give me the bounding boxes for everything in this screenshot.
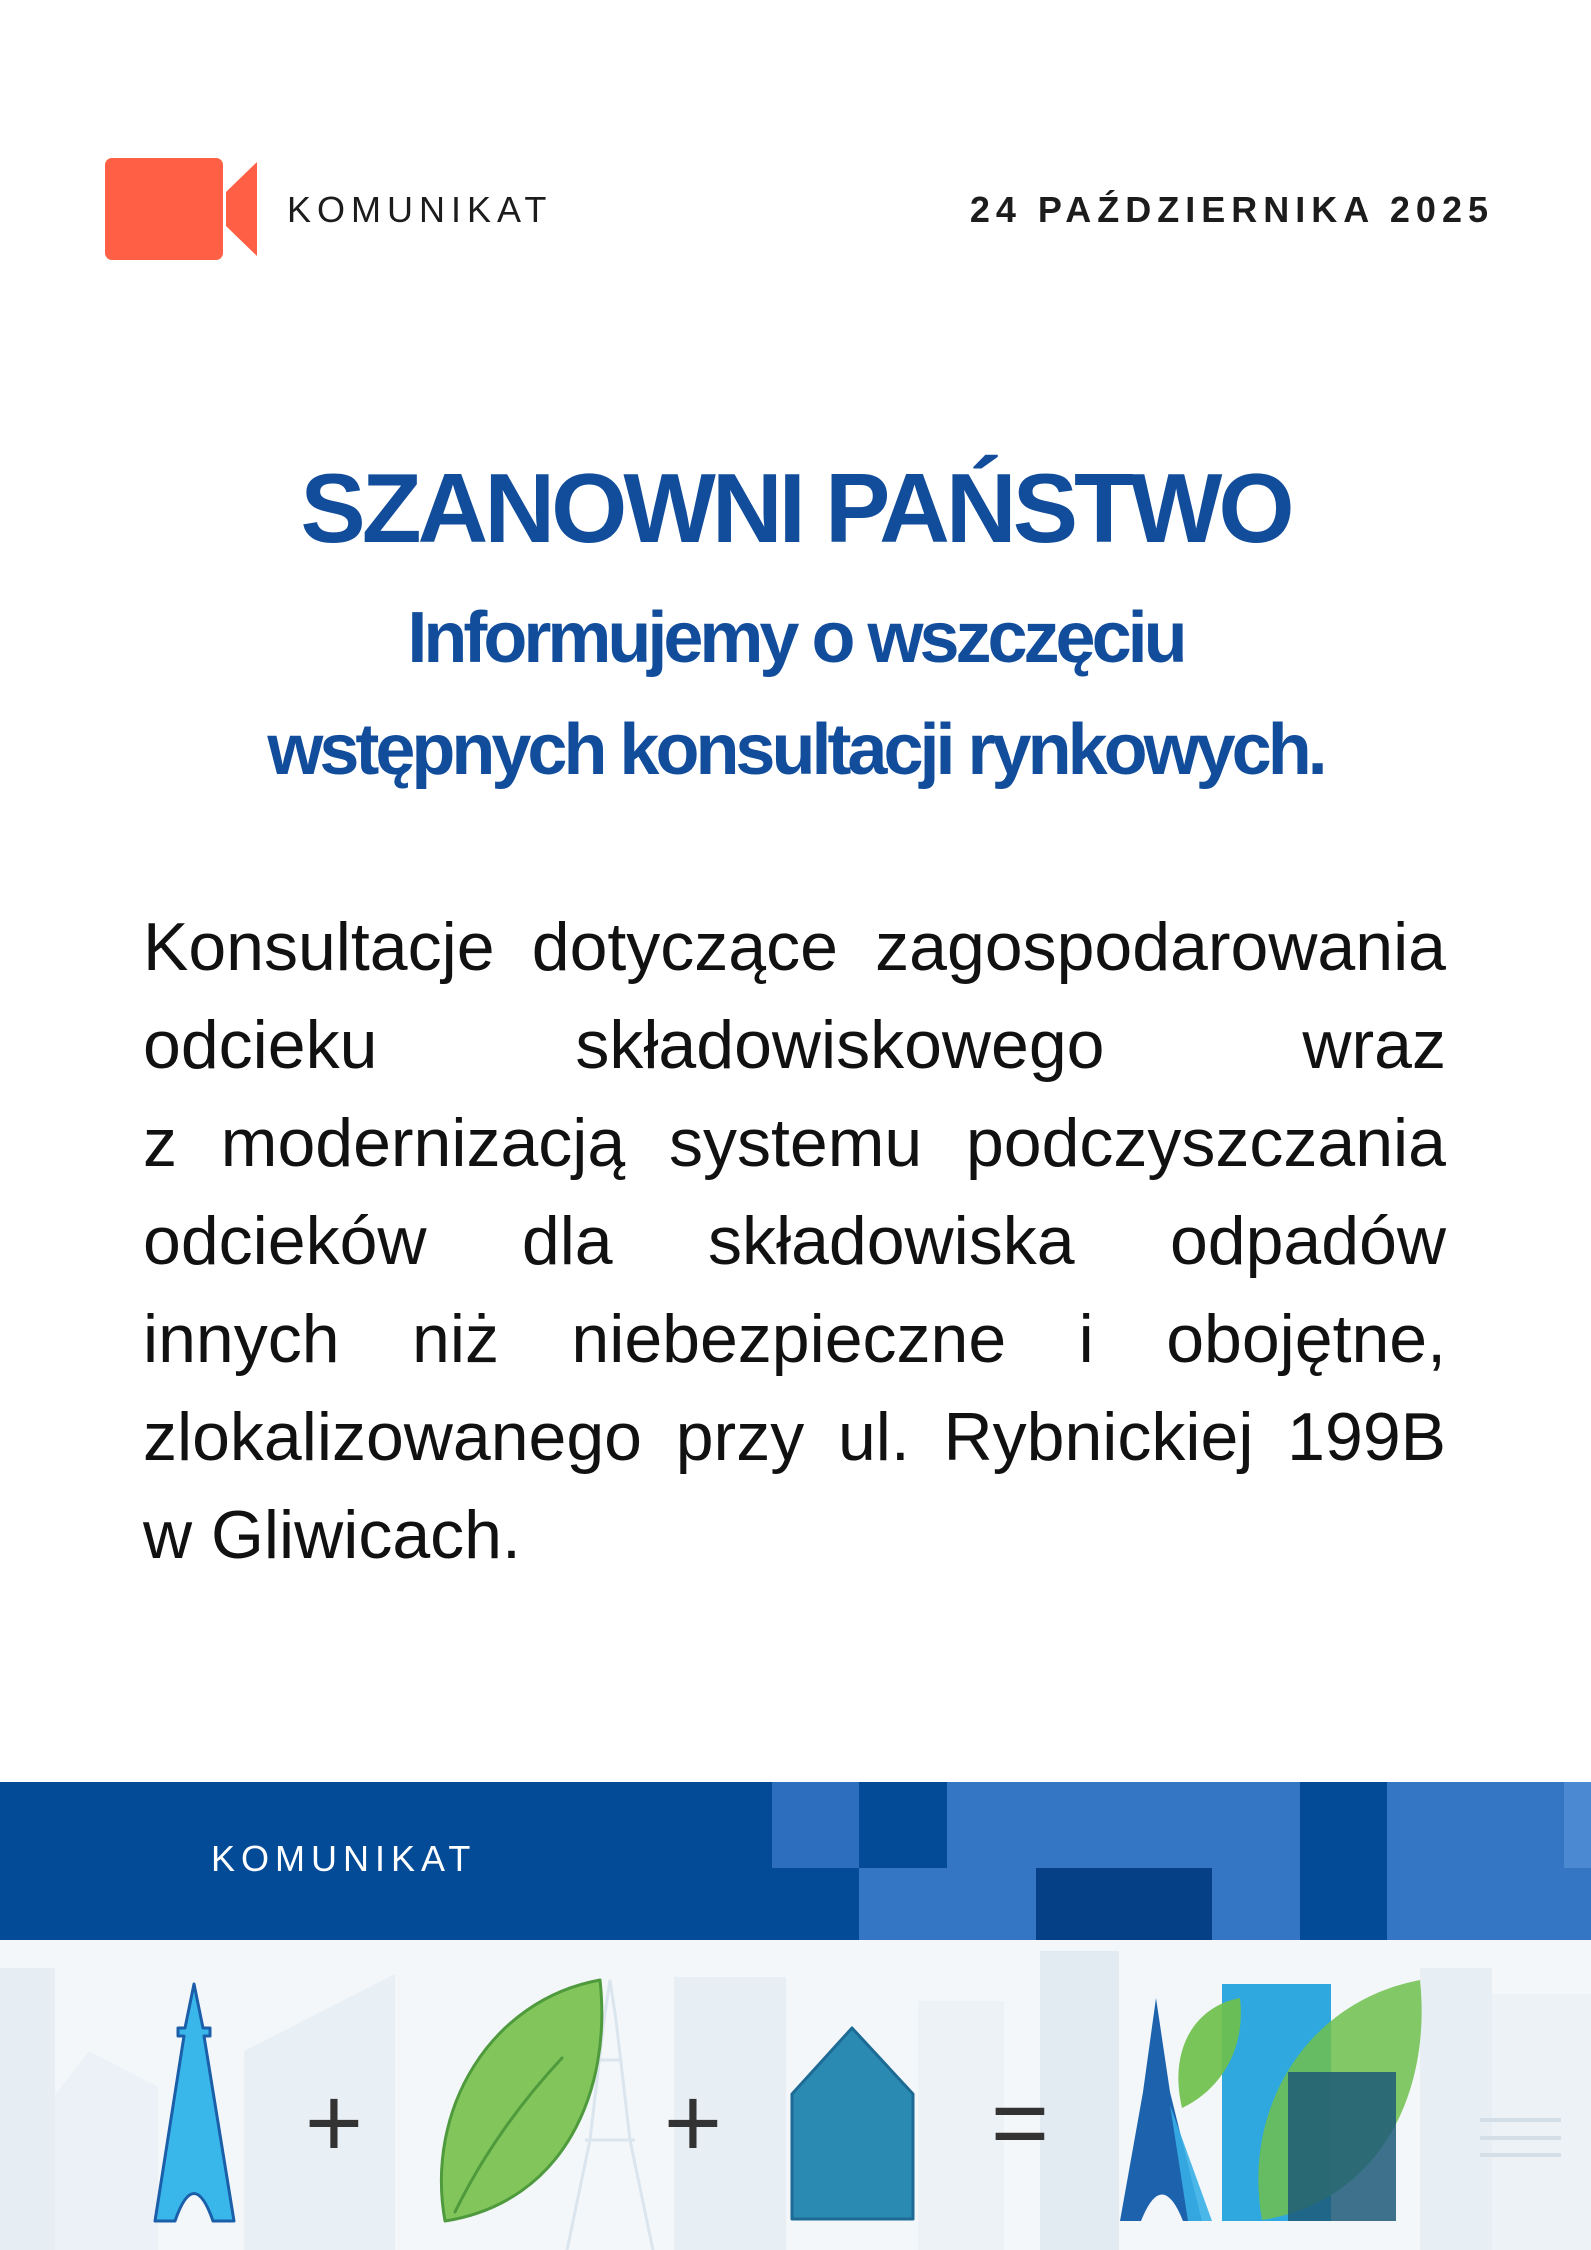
- banner-label: KOMUNIKAT: [211, 1838, 477, 1879]
- illustration-graphics: [0, 1940, 1591, 2250]
- body-line: zlokalizowanego przy ul. Rybnickiej 199B: [143, 1399, 1446, 1475]
- body-line: z modernizacją systemu podczyszczania: [143, 1105, 1446, 1181]
- subtitle: [0, 582, 1591, 806]
- body-line: odcieków dla składowiska odpadów: [143, 1203, 1446, 1279]
- subtitle-line-2: wstępnych konsultacji rynkowych.: [267, 710, 1324, 790]
- footer-banner: [0, 1782, 1591, 1940]
- equals-sign: =: [990, 2067, 1050, 2179]
- body-line: odcieku składowiskowego wraz: [143, 1007, 1446, 1083]
- body-line: innych niż niebezpieczne i obojętne,: [143, 1301, 1446, 1377]
- header-label: KOMUNIKAT: [287, 189, 553, 230]
- tower-icon: [155, 1984, 234, 2221]
- body-line: w Gliwicach.: [143, 1497, 521, 1573]
- city-logo-icon: [1120, 1980, 1422, 2221]
- plus-sign: +: [304, 2067, 364, 2179]
- video-camera-icon: [105, 158, 257, 260]
- house-icon: [792, 2028, 913, 2219]
- subtitle-line-1: Informujemy o wszczęciu: [407, 598, 1184, 678]
- body-line: Konsultacje dotyczące zagospodarowania: [143, 909, 1446, 985]
- plus-sign: +: [663, 2067, 723, 2179]
- page-title: SZANOWNI PAŃSTWO: [300, 453, 1291, 563]
- city-equation-illustration: [0, 1940, 1591, 2250]
- announcement-date: 24 PAŹDZIERNIKA 2025: [969, 189, 1494, 230]
- body-paragraph: [143, 898, 1446, 1584]
- leaf-icon: [441, 1980, 601, 2221]
